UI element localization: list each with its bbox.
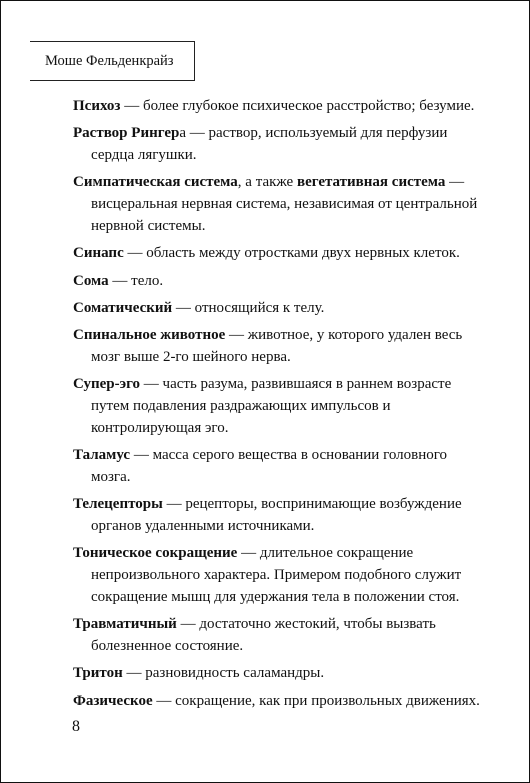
glossary-definition: — сокращение, как при произвольных движениях.: [152, 692, 480, 709]
glossary-entry: [73, 374, 488, 439]
glossary-term: Психоз: [73, 98, 121, 114]
glossary-term: Синапс: [73, 245, 124, 262]
glossary-definition: — разновидность саламандры.: [122, 665, 325, 682]
glossary-term: Соматический: [73, 299, 173, 316]
glossary-definition: , а также: [237, 174, 297, 191]
glossary-term: Спинальное животное: [73, 327, 226, 344]
glossary-definition: — относящийся к телу.: [172, 299, 325, 316]
glossary-entry: [73, 663, 488, 685]
glossary-term: Симпатическая система: [73, 174, 238, 191]
glossary-definition: — висцеральная нервная система, независимая от центральной нервной системы.: [91, 174, 478, 234]
glossary-definition: — масса серого вещества в основании головного мозга.: [91, 447, 448, 485]
glossary-term: Тоническое сокращение: [73, 545, 238, 562]
glossary-entry: [73, 298, 488, 320]
glossary-entry: [73, 123, 488, 167]
glossary-definition: — тело.: [108, 272, 164, 289]
running-title: Моше Фельденкрайз: [45, 53, 174, 69]
glossary-entry: [73, 614, 488, 658]
glossary-term: вегетативная система: [296, 174, 446, 191]
glossary-entry: [73, 543, 488, 608]
glossary-entry: [73, 172, 488, 237]
glossary-entry: [73, 445, 488, 489]
glossary-term: Раствор Рингер: [73, 125, 180, 142]
glossary-definition: — часть разума, развившаяся в раннем возрасте путем подавления раздражающих импульсов и контролирующая эго.: [91, 376, 452, 436]
glossary-term: Тритон: [73, 665, 123, 682]
glossary-term: Сома: [73, 272, 109, 289]
glossary-definition: а — раствор, используемый для перфузии сердца лягушки.: [91, 125, 448, 164]
glossary-definition: — длительное сокращение непроизвольного характера. Примером подобного служит сокращение мышц для удержания тела в положении стоя.: [91, 545, 462, 605]
glossary-list: [73, 96, 488, 718]
glossary-term: Фазическое: [73, 692, 153, 709]
glossary-term: Телецепторы: [73, 496, 163, 513]
glossary-definition: — рецепторы, воспринимающие возбуждение органов удаленными источниками.: [91, 496, 462, 535]
glossary-entry: [73, 325, 488, 369]
glossary-term: Супер-эго: [73, 376, 141, 393]
glossary-entry: [73, 96, 488, 118]
glossary-entry: [73, 494, 488, 538]
glossary-definition: — животное, у которого удален весь мозг выше 2-го шейного нерва.: [91, 327, 463, 365]
glossary-entry: [73, 243, 488, 265]
glossary-term: Таламус: [73, 447, 131, 464]
glossary-term: Травматичный: [73, 616, 177, 633]
page-number: 8: [72, 718, 80, 735]
glossary-definition: — область между отростками двух нервных клеток.: [123, 245, 460, 262]
glossary-entry: [73, 271, 488, 293]
glossary-definition: — более глубокое психическое расстройство; безумие.: [120, 98, 475, 114]
glossary-entry: [73, 691, 488, 713]
running-head: [30, 41, 195, 81]
glossary-definition: — достаточно жестокий, чтобы вызвать болезненное состояние.: [91, 616, 436, 655]
